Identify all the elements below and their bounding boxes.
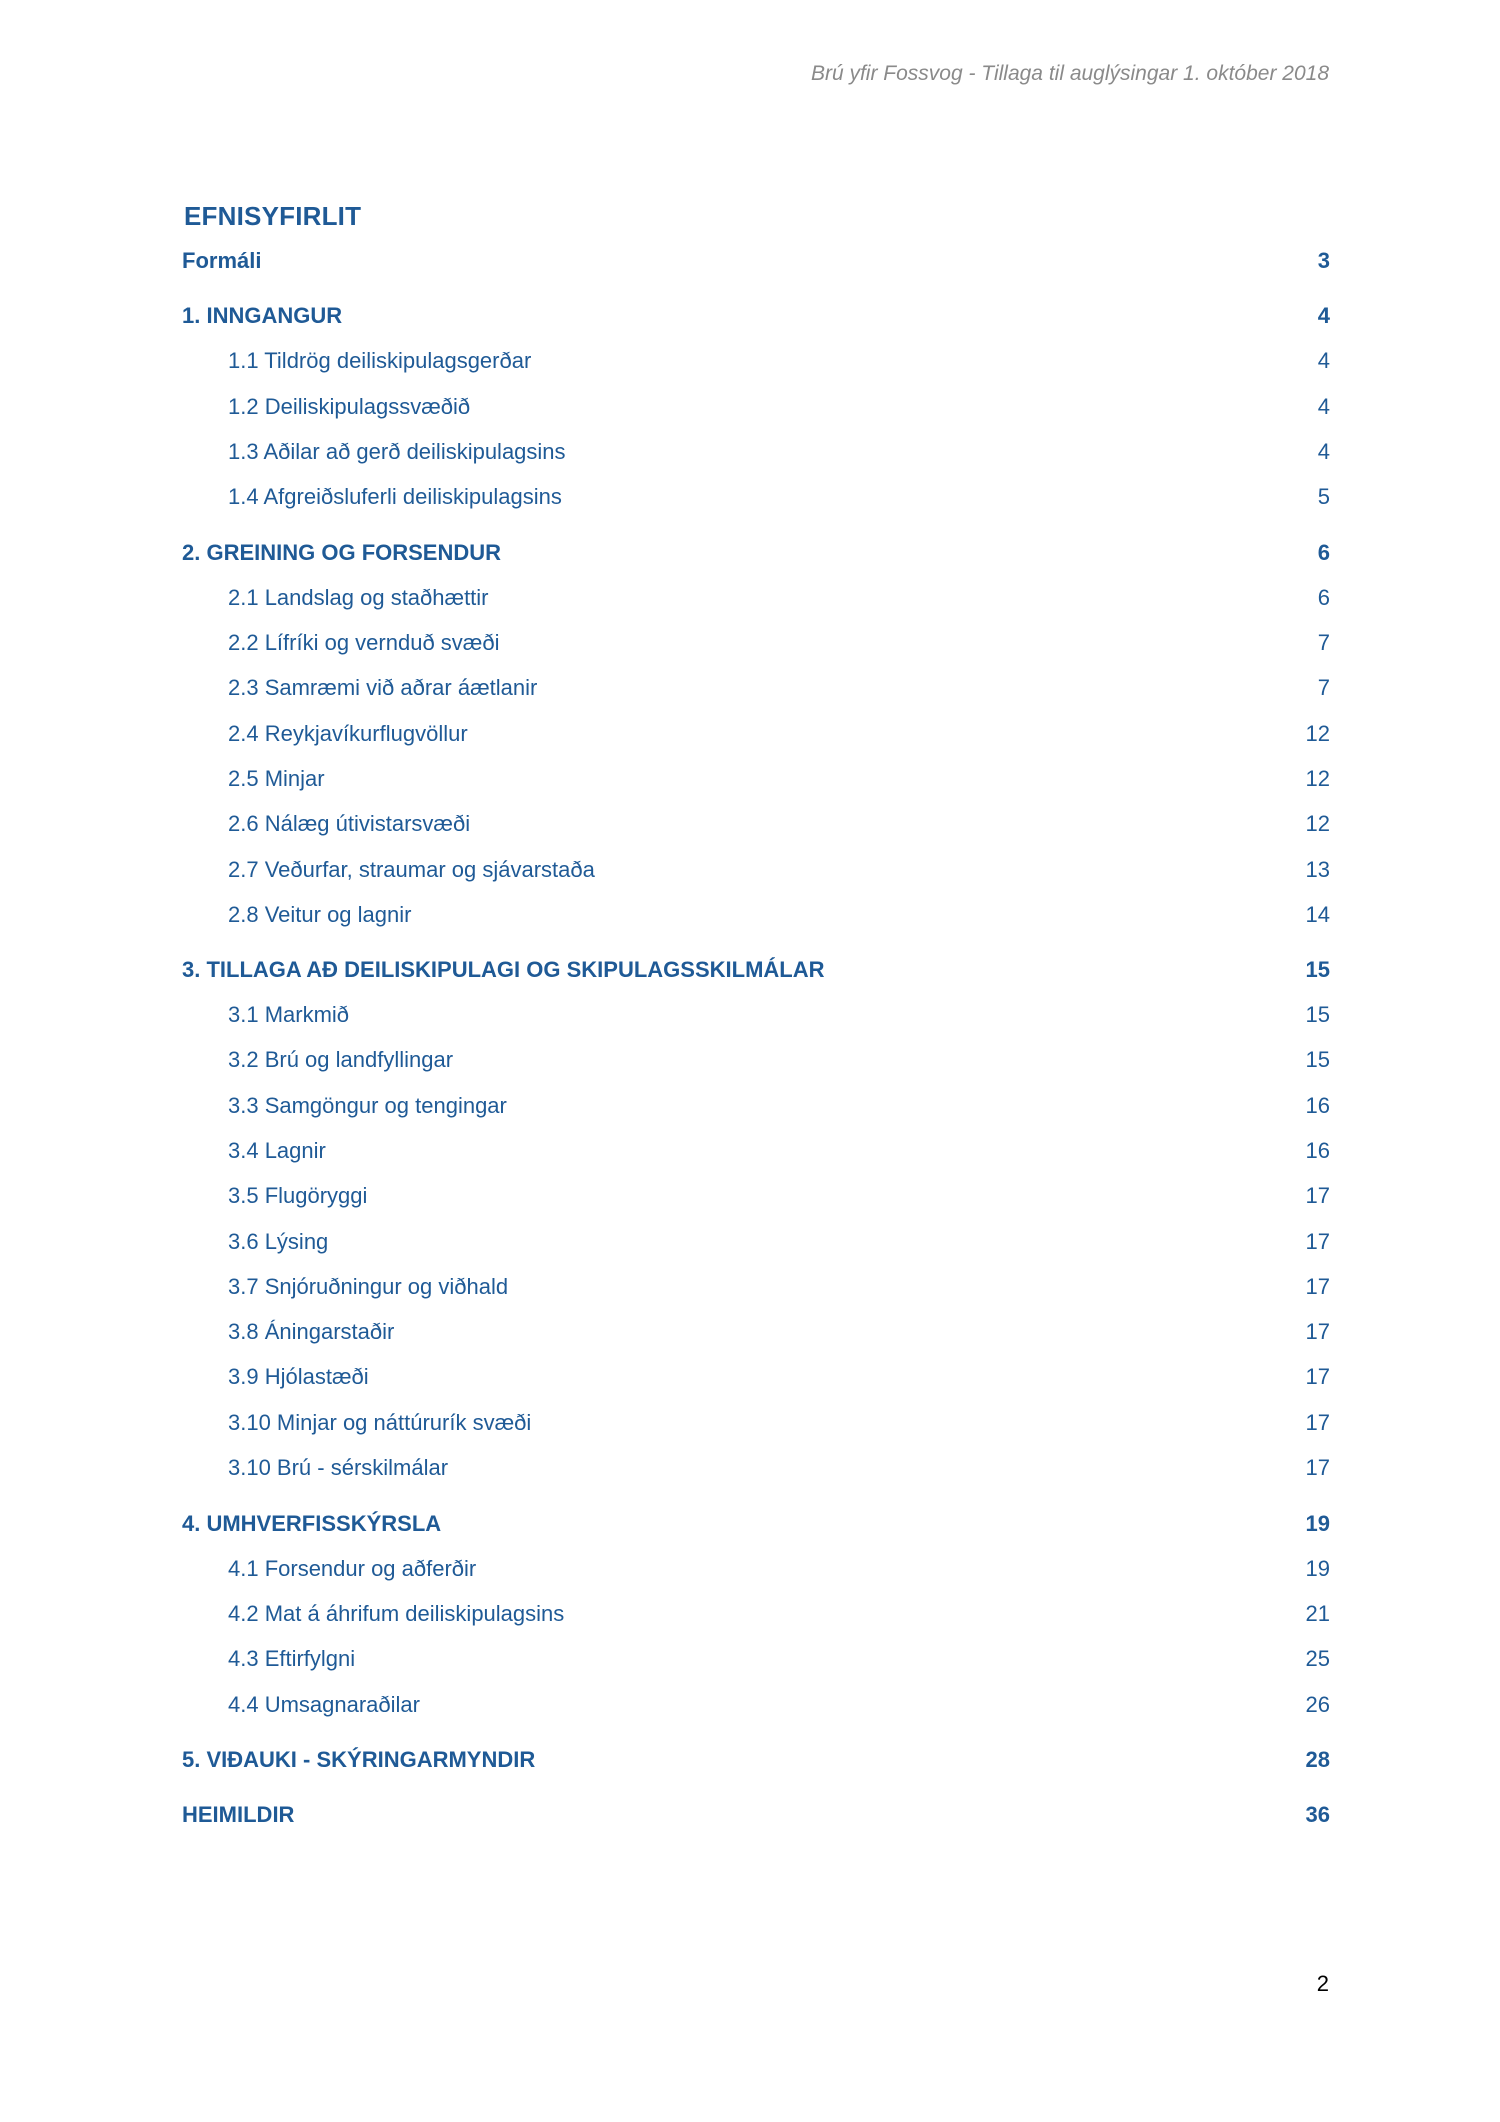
toc-entry-page: 4: [1317, 348, 1330, 373]
toc-subsection-entry[interactable]: [182, 675, 1330, 701]
toc-entry-label: 2.3 Samræmi við aðrar áætlanir: [228, 675, 538, 700]
toc-entry-page: 4: [1317, 303, 1330, 328]
toc-entry-label: 1. INNGANGUR: [182, 303, 343, 328]
toc-entry-page: 17: [1305, 1455, 1330, 1480]
toc-subsection-entry[interactable]: [182, 585, 1330, 611]
toc-entry-page: 17: [1305, 1274, 1330, 1299]
toc-entry-page: 25: [1305, 1646, 1330, 1671]
toc-entry-label: 2.5 Minjar: [228, 766, 325, 791]
toc-entry-page: 26: [1305, 1692, 1330, 1717]
toc-entry-label: 3.8 Áningarstaðir: [228, 1319, 395, 1344]
toc-entry-label: 3.6 Lýsing: [228, 1229, 329, 1254]
toc-subsection-entry[interactable]: [182, 1364, 1330, 1390]
toc-subsection-entry[interactable]: [182, 766, 1330, 792]
toc-entry-page: 17: [1305, 1183, 1330, 1208]
toc-entry-label: 1.1 Tildrög deiliskipulagsgerðar: [228, 348, 532, 373]
toc-section-entry[interactable]: [182, 540, 1330, 566]
toc-entry-page: 5: [1317, 484, 1330, 509]
toc-subsection-entry[interactable]: [182, 811, 1330, 837]
toc-entry-label: 1.4 Afgreiðsluferli deiliskipulagsins: [228, 484, 562, 509]
toc-entry-label: HEIMILDIR: [182, 1802, 295, 1827]
toc-entry-page: 17: [1305, 1229, 1330, 1254]
toc-subsection-entry[interactable]: [182, 1002, 1330, 1028]
toc-entry-label: 2. GREINING OG FORSENDUR: [182, 540, 502, 565]
toc-subsection-entry[interactable]: [182, 630, 1330, 656]
toc-entry-page: 4: [1317, 394, 1330, 419]
toc-entry-label: 3.1 Markmið: [228, 1002, 350, 1027]
toc-subsection-entry[interactable]: [182, 394, 1330, 420]
toc-entry-page: 15: [1305, 1002, 1330, 1027]
toc-subsection-entry[interactable]: [182, 1274, 1330, 1300]
toc-subsection-entry[interactable]: [182, 1556, 1330, 1582]
toc-subsection-entry[interactable]: [182, 484, 1330, 510]
toc-entry-page: 3: [1317, 248, 1330, 273]
toc-subsection-entry[interactable]: [182, 1229, 1330, 1255]
toc-entry-page: 6: [1317, 585, 1330, 610]
toc-subsection-entry[interactable]: [182, 1138, 1330, 1164]
toc-entry-page: 19: [1305, 1511, 1330, 1536]
toc-entry-page: 36: [1305, 1802, 1330, 1827]
toc-title: EFNISYFIRLIT: [184, 201, 362, 231]
toc-entry-label: 4.3 Eftirfylgni: [228, 1646, 356, 1671]
toc-subsection-entry[interactable]: [182, 1692, 1330, 1718]
toc-subsection-entry[interactable]: [182, 1093, 1330, 1119]
toc-subsection-entry[interactable]: [182, 902, 1330, 928]
toc-entry-page: 15: [1305, 1047, 1330, 1072]
toc-subsection-entry[interactable]: [182, 439, 1330, 465]
toc-entry-page: 15: [1305, 957, 1330, 982]
toc-entry-label: 2.2 Lífríki og vernduð svæði: [228, 630, 500, 655]
toc-entry-label: 3.10 Minjar og náttúrurík svæði: [228, 1410, 532, 1435]
toc-section-entry[interactable]: [182, 957, 1330, 983]
toc-entry-page: 6: [1317, 540, 1330, 565]
toc-entry-label: 2.8 Veitur og lagnir: [228, 902, 412, 927]
toc-entry-label: 2.1 Landslag og staðhættir: [228, 585, 489, 610]
toc-section-entry[interactable]: [182, 248, 1330, 274]
toc-section-entry[interactable]: [182, 1802, 1330, 1828]
toc-entry-label: Formáli: [182, 248, 262, 273]
toc-entry-page: 21: [1305, 1601, 1330, 1626]
toc-section-entry[interactable]: [182, 1511, 1330, 1537]
toc-subsection-entry[interactable]: [182, 1455, 1330, 1481]
toc-entry-page: 7: [1317, 675, 1330, 700]
toc-subsection-entry[interactable]: [182, 1410, 1330, 1436]
toc-entry-label: 4.1 Forsendur og aðferðir: [228, 1556, 477, 1581]
toc-entry-label: 3.10 Brú - sérskilmálar: [228, 1455, 449, 1480]
toc-section-entry[interactable]: [182, 303, 1330, 329]
toc-subsection-entry[interactable]: [182, 1646, 1330, 1672]
toc-entry-page: 19: [1305, 1556, 1330, 1581]
toc-subsection-entry[interactable]: [182, 721, 1330, 747]
toc-entry-page: 12: [1305, 811, 1330, 836]
toc-entry-page: 28: [1305, 1747, 1330, 1772]
toc-entry-page: 17: [1305, 1364, 1330, 1389]
running-header: Brú yfir Fossvog - Tillaga til auglýsingar 1. október 2018: [810, 62, 1329, 85]
toc-entry-page: 13: [1305, 857, 1330, 882]
toc-entry-page: 16: [1305, 1138, 1330, 1163]
toc-entry-label: 4.4 Umsagnaraðilar: [228, 1692, 420, 1717]
toc-entry-label: 2.7 Veðurfar, straumar og sjávarstaða: [228, 857, 595, 882]
toc-subsection-entry[interactable]: [182, 1047, 1330, 1073]
toc-entry-page: 14: [1305, 902, 1330, 927]
toc-entry-label: 3.9 Hjólastæði: [228, 1364, 369, 1389]
toc-section-entry[interactable]: [182, 1747, 1330, 1773]
toc-entry-label: 2.4 Reykjavíkurflugvöllur: [228, 721, 468, 746]
toc-entry-label: 2.6 Nálæg útivistarsvæði: [228, 811, 471, 836]
toc-entry-label: 3.7 Snjóruðningur og viðhald: [228, 1274, 509, 1299]
toc-entry-page: 16: [1305, 1093, 1330, 1118]
toc-entry-label: 3.3 Samgöngur og tengingar: [228, 1093, 507, 1118]
toc-entry-label: 3.2 Brú og landfyllingar: [228, 1047, 454, 1072]
toc-subsection-entry[interactable]: [182, 857, 1330, 883]
page-number: 2: [1316, 1971, 1329, 1996]
toc-entry-page: 4: [1317, 439, 1330, 464]
toc-entry-page: 12: [1305, 721, 1330, 746]
toc-entry-page: 7: [1317, 630, 1330, 655]
toc-subsection-entry[interactable]: [182, 1319, 1330, 1345]
toc-entry-label: 1.3 Aðilar að gerð deiliskipulagsins: [228, 439, 566, 464]
toc-entry-label: 4. UMHVERFISSKÝRSLA: [182, 1511, 442, 1536]
toc-entry-label: 3. TILLAGA AÐ DEILISKIPULAGI OG SKIPULAGSSKILMÁLAR: [182, 957, 825, 982]
toc-entry-label: 3.5 Flugöryggi: [228, 1183, 368, 1208]
toc-entry-page: 17: [1305, 1319, 1330, 1344]
toc-entry-label: 4.2 Mat á áhrifum deiliskipulagsins: [228, 1601, 565, 1626]
toc-entry-label: 3.4 Lagnir: [228, 1138, 326, 1163]
toc-entry-page: 12: [1305, 766, 1330, 791]
toc-entry-label: 1.2 Deiliskipulagssvæðið: [228, 394, 471, 419]
toc-subsection-entry[interactable]: [182, 1601, 1330, 1627]
toc-subsection-entry[interactable]: [182, 1183, 1330, 1209]
toc-entry-page: 17: [1305, 1410, 1330, 1435]
toc-entry-label: 5. VIÐAUKI - SKÝRINGARMYNDIR: [182, 1747, 536, 1772]
toc-subsection-entry[interactable]: [182, 348, 1330, 374]
